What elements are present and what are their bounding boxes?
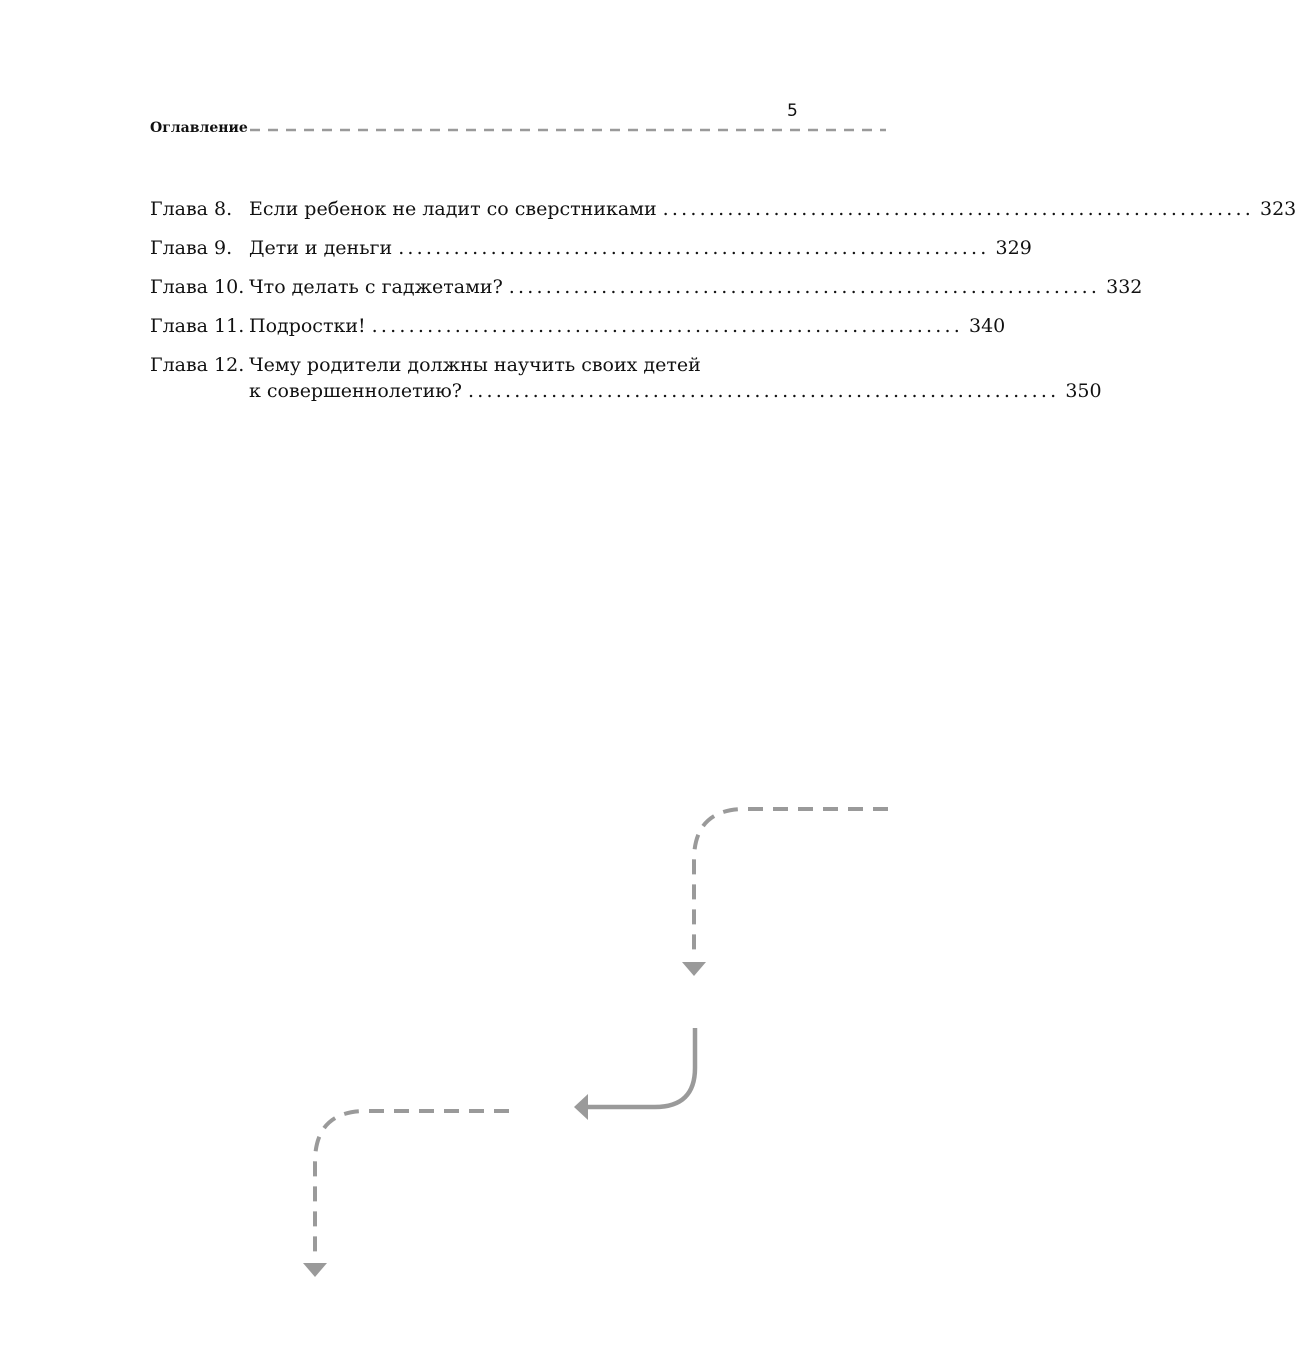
page-number: 5 [787, 101, 798, 121]
dashed-path-arrow-down-icon [682, 809, 888, 976]
toc-chapter-title: Чему родители должны научить своих детей [249, 354, 701, 376]
toc-page-number: 340 [968, 315, 1006, 337]
toc-chapter-title: Что делать с гаджетами? [249, 276, 503, 298]
toc-dot-leader: ................................................................ [468, 380, 1060, 402]
toc-page-number: 332 [1106, 276, 1143, 298]
toc-chapter-label: Глава 11. [150, 315, 245, 337]
toc-dot-leader: ................................................................ [662, 198, 1254, 220]
dashed-path-arrow-down-icon [303, 1111, 509, 1277]
running-head: Оглавление [150, 120, 248, 136]
toc-chapter-title: Дети и деньги [249, 237, 393, 259]
toc-dot-leader: ................................................................ [508, 276, 1101, 298]
toc-page-number: 329 [995, 237, 1032, 259]
solid-curved-arrow-left-icon [574, 1028, 695, 1120]
toc-chapter-label: Глава 10. [150, 276, 245, 298]
toc-chapter-title: Если ребенок не ладит со сверстниками [249, 198, 657, 220]
toc-page-number: 323 [1259, 198, 1296, 220]
toc-chapter-label: Глава 8. [150, 198, 233, 220]
toc-page-number: 350 [1065, 380, 1102, 402]
toc-chapter-title: Подростки! [249, 315, 366, 337]
toc-dot-leader: ................................................................ [398, 237, 990, 259]
toc-chapter-title-continued: к совершеннолетию? [249, 380, 462, 402]
toc-chapter-label: Глава 9. [150, 237, 233, 259]
toc-dot-leader: ................................................................ [371, 315, 963, 337]
toc-chapter-label: Глава 12. [150, 354, 245, 376]
